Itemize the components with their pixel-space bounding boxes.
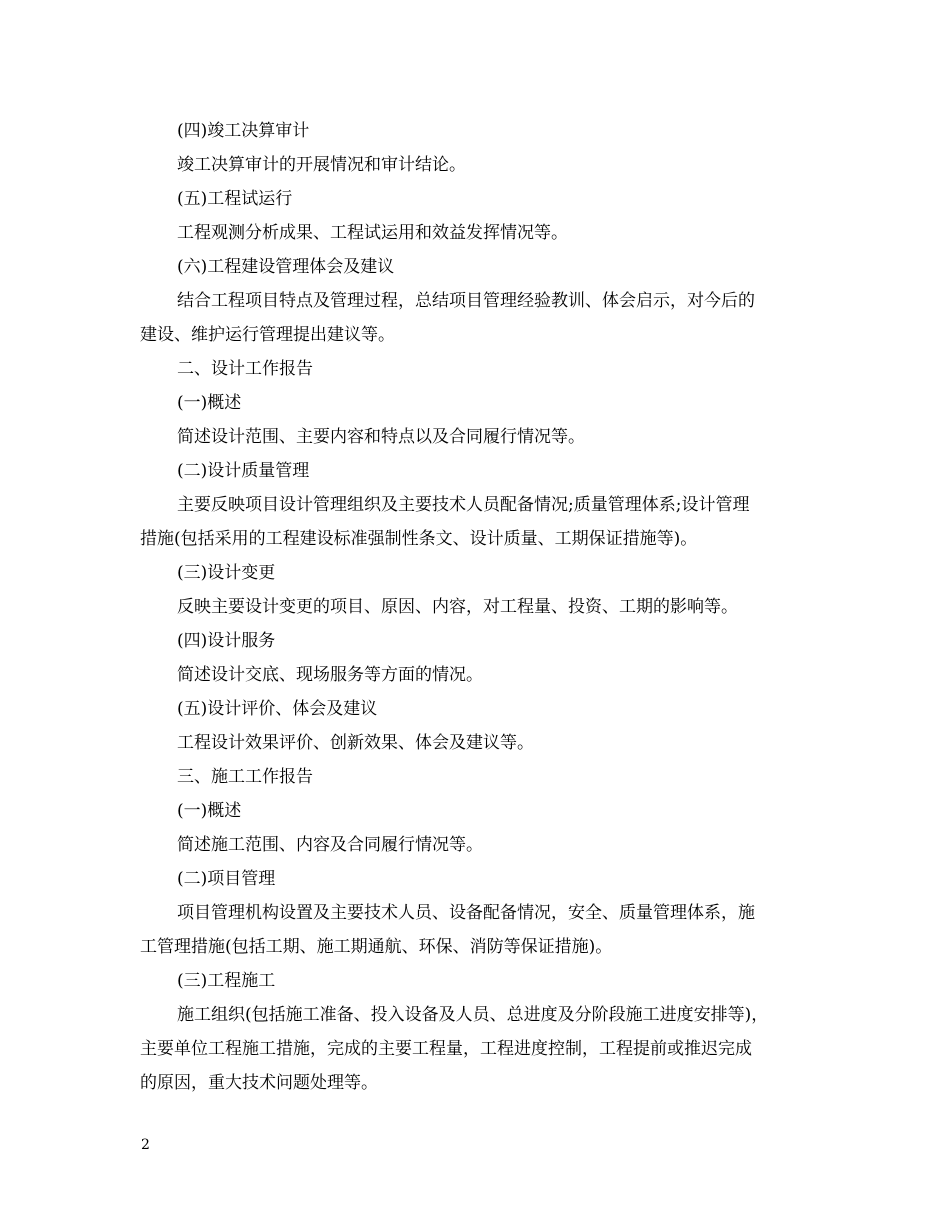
text-line: 工管理措施(包括工期、施工期通航、环保、消防等保证措施)。 <box>140 937 613 957</box>
text-line: (五)工程试运行 <box>177 189 293 209</box>
text-line: 项目管理机构设置及主要技术人员、设备配备情况，安全、质量管理体系，施 <box>177 903 755 923</box>
text-line: 反映主要设计变更的项目、原因、内容，对工程量、投资、工期的影响等。 <box>177 597 738 617</box>
text-line: (四)竣工决算审计 <box>177 121 310 141</box>
text-line: 简述施工范围、内容及合同履行情况等。 <box>177 835 483 855</box>
text-line: (五)设计评价、体会及建议 <box>177 699 378 719</box>
text-line: 施工组织(包括施工准备、投入设备及人员、总进度及分阶段施工进度安排等)， <box>177 1005 769 1025</box>
text-line: 建设、维护运行管理提出建议等。 <box>140 325 395 345</box>
text-line: (二)项目管理 <box>177 869 276 889</box>
text-line: 简述设计范围、主要内容和特点以及合同履行情况等。 <box>177 427 585 447</box>
text-line: 主要单位工程施工措施，完成的主要工程量，工程进度控制，工程提前或推迟完成 <box>140 1039 752 1059</box>
text-line: 主要反映项目设计管理组织及主要技术人员配备情况;质量管理体系;设计管理 <box>177 495 750 515</box>
text-line: (二)设计质量管理 <box>177 461 310 481</box>
document-body <box>140 114 812 1100</box>
text-line: 结合工程项目特点及管理过程，总结项目管理经验教训、体会启示，对今后的 <box>177 291 755 311</box>
text-line: 竣工决算审计的开展情况和审计结论。 <box>177 155 466 175</box>
text-line: (三)设计变更 <box>177 563 276 583</box>
text-line: 措施(包括采用的工程建设标准强制性条文、设计质量、工期保证措施等)。 <box>140 529 698 549</box>
text-line: (一)概述 <box>177 393 242 413</box>
text-line: 工程观测分析成果、工程试运用和效益发挥情况等。 <box>177 223 568 243</box>
text-line: 三、施工工作报告 <box>177 767 313 787</box>
text-line: (一)概述 <box>177 801 242 821</box>
text-line: 的原因，重大技术问题处理等。 <box>140 1073 378 1093</box>
text-line: 工程设计效果评价、创新效果、体会及建议等。 <box>177 733 534 753</box>
text-line: (三)工程施工 <box>177 971 276 991</box>
page-number: 2 <box>141 1137 150 1153</box>
text-line: 二、设计工作报告 <box>177 359 313 379</box>
text-line: (四)设计服务 <box>177 631 276 651</box>
text-line: (六)工程建设管理体会及建议 <box>177 257 395 277</box>
text-line: 简述设计交底、现场服务等方面的情况。 <box>177 665 483 685</box>
